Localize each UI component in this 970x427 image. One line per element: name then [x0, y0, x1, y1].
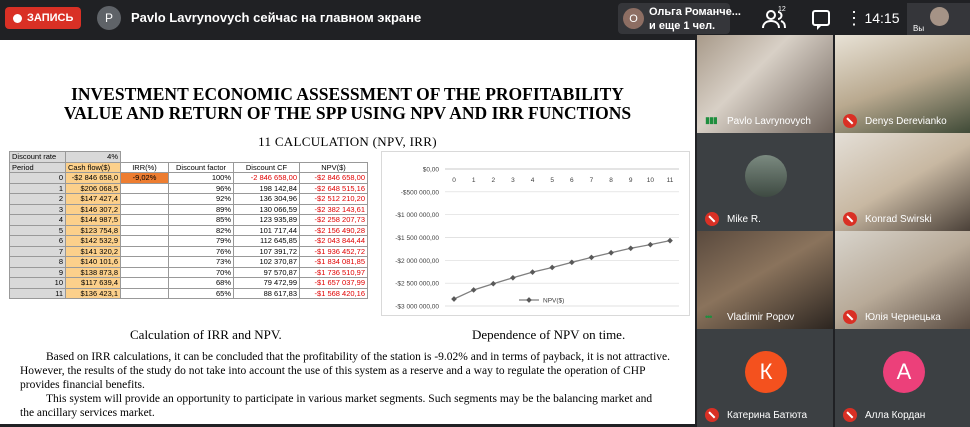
participant-name: Denys Derevianko — [865, 116, 947, 127]
irr-cell — [121, 183, 169, 194]
cashflow-cell: $147 427,4 — [66, 194, 121, 205]
period-cell: 7 — [10, 246, 66, 257]
discount-factor-cell: 70% — [169, 267, 234, 278]
npv-irr-table — [9, 151, 368, 299]
participant-name: Pavlo Lavrynovych — [727, 116, 811, 127]
period-cell: 8 — [10, 257, 66, 268]
cashflow-cell: $206 068,5 — [66, 183, 121, 194]
discount-cf-cell: 101 717,44 — [234, 225, 300, 236]
discount-factor-cell: 82% — [169, 225, 234, 236]
participant-name: Konrad Swirski — [865, 214, 932, 225]
calc-heading: 11 CALCULATION (NPV, IRR) — [258, 134, 437, 149]
y-tick-label: -$1 500 000,00 — [395, 235, 439, 242]
more-options-icon[interactable]: ⋮ — [845, 8, 863, 28]
x-tick-label: 10 — [646, 177, 654, 184]
table-row — [10, 288, 368, 299]
period-cell: 9 — [10, 267, 66, 278]
period-cell: 2 — [10, 194, 66, 205]
conclusion-paragraph: Based on IRR calculations, it can be concluded that the profitability of the station is -9.02% and in terms of payback, it is not attractive. However, the results of the study do not take into account the use of this system as a reserve and a way to regulate the operation of CHP provides financial benefits. — [20, 351, 671, 391]
x-tick-label: 6 — [570, 177, 574, 184]
npv-cell: -$1 568 420,16 — [300, 288, 368, 299]
x-tick-label: 8 — [609, 177, 613, 184]
npv-point — [549, 265, 555, 271]
x-tick-label: 3 — [511, 177, 515, 184]
participant-avatar: К — [745, 351, 787, 393]
table-row — [10, 236, 368, 247]
discount-cf-cell: 130 066,59 — [234, 204, 300, 215]
record-label: ЗАПИСЬ — [27, 12, 74, 24]
participant-tile[interactable] — [697, 329, 833, 427]
other-presenter-avatar: О — [623, 8, 644, 29]
cashflow-cell: $141 320,2 — [66, 246, 121, 257]
self-label: Вы — [913, 24, 925, 33]
cashflow-cell: $117 639,4 — [66, 278, 121, 289]
period-cell: 10 — [10, 278, 66, 289]
presenter-avatar: P — [97, 6, 121, 30]
y-tick-label: $0,00 — [422, 166, 439, 174]
cashflow-cell: $136 423,1 — [66, 288, 121, 299]
irr-cell — [121, 204, 169, 215]
discount-factor-cell: 79% — [169, 236, 234, 247]
participant-name: Mike R. — [727, 214, 761, 225]
discount-factor-header: Discount factor — [169, 162, 234, 173]
table-row — [10, 194, 368, 205]
npv-point — [510, 275, 516, 281]
npv-point — [648, 242, 654, 248]
participant-tile[interactable] — [835, 329, 970, 427]
participant-avatar — [745, 155, 787, 197]
participant-tile[interactable] — [835, 231, 970, 329]
shared-screen — [0, 40, 695, 424]
market-paragraph: This system will provide an opportunity to participate in various market segments. Such segments may be the balancing market and — [46, 393, 653, 405]
cashflow-cell: $138 873,8 — [66, 267, 121, 278]
period-cell: 5 — [10, 225, 66, 236]
x-tick-label: 2 — [491, 177, 496, 184]
self-view-tile[interactable] — [907, 3, 970, 36]
chat-icon[interactable] — [812, 10, 830, 26]
participant-tile[interactable] — [835, 133, 970, 231]
npv-point — [628, 245, 634, 251]
other-presenter-more: и еще 1 чел. — [649, 20, 716, 32]
mic-off-icon — [843, 310, 857, 324]
participant-tile[interactable] — [697, 35, 833, 133]
table-row — [10, 215, 368, 226]
table-row — [10, 225, 368, 236]
cashflow-cell: $123 754,8 — [66, 225, 121, 236]
participant-tile[interactable] — [697, 133, 833, 231]
y-tick-label: -$1 000 000,00 — [395, 212, 439, 220]
period-cell: 3 — [10, 204, 66, 215]
discount-factor-cell: 85% — [169, 215, 234, 226]
discount-factor-cell: 100% — [169, 173, 234, 184]
y-tick-label: -$3 000 000,00 — [395, 303, 439, 311]
cashflow-cell: $144 987,5 — [66, 215, 121, 226]
period-cell: 11 — [10, 288, 66, 299]
npv-point — [589, 255, 595, 261]
other-presenter-name: Ольга Романче... — [649, 6, 741, 18]
npv-cell: -$1 657 037,99 — [300, 278, 368, 289]
discount-cf-cell: 97 570,87 — [234, 267, 300, 278]
npv-cell: -$2 512 210,20 — [300, 194, 368, 205]
table-caption: Calculation of IRR and NPV. — [130, 327, 282, 342]
npv-header: NPV($) — [300, 162, 368, 173]
npv-point — [490, 281, 496, 287]
npv-cell: -$2 846 658,00 — [300, 173, 368, 184]
npv-point — [608, 250, 614, 256]
npv-chart — [381, 151, 690, 316]
participant-name: Алла Кордан — [865, 410, 926, 421]
participant-tile[interactable] — [697, 231, 833, 329]
period-cell: 6 — [10, 236, 66, 247]
cashflow-cell: $142 532,9 — [66, 236, 121, 247]
npv-cell: -$2 382 143,61 — [300, 204, 368, 215]
discount-rate-label: Discount rate — [10, 152, 66, 163]
x-tick-label: 0 — [452, 177, 456, 184]
discount-cf-cell: 107 391,72 — [234, 246, 300, 257]
npv-cell: -$2 156 490,28 — [300, 225, 368, 236]
participants-count: 12 — [778, 6, 786, 13]
discount-cf-cell: 102 370,87 — [234, 257, 300, 268]
discount-cf-cell: 123 935,89 — [234, 215, 300, 226]
npv-cell: -$1 936 452,72 — [300, 246, 368, 257]
participant-name: Юлія Чернецька — [865, 312, 941, 323]
clock: 14:15 — [864, 10, 900, 26]
participant-avatar: А — [883, 351, 925, 393]
table-row — [10, 173, 368, 184]
x-tick-label: 1 — [471, 177, 476, 184]
participant-tile[interactable] — [835, 35, 970, 133]
y-tick-label: -$500 000,00 — [400, 189, 439, 197]
mic-off-icon — [843, 212, 857, 226]
cashflow-cell: -$2 846 658,0 — [66, 173, 121, 184]
record-button[interactable] — [5, 7, 81, 29]
irr-cell — [121, 225, 169, 236]
participant-name: Vladimir Popov — [727, 312, 795, 323]
speaking-indicator-icon: ••• — [705, 312, 712, 322]
x-tick-label: 9 — [628, 177, 633, 184]
irr-cell — [121, 288, 169, 299]
cashflow-header: Cash flow($) — [66, 162, 121, 173]
slide-title-line2: VALUE AND RETURN OF THE SPP USING NPV AND IRR FUNCTIONS — [63, 103, 632, 123]
table-row — [10, 267, 368, 278]
irr-cell — [121, 194, 169, 205]
x-tick-label: 4 — [530, 177, 535, 184]
npv-cell: -$2 648 515,16 — [300, 183, 368, 194]
npv-cell: -$1 834 081,85 — [300, 257, 368, 268]
npv-point — [667, 238, 673, 244]
cashflow-cell: $140 101,6 — [66, 257, 121, 268]
npv-cell: -$2 258 207,73 — [300, 215, 368, 226]
y-tick-label: -$2 500 000,00 — [395, 280, 439, 288]
irr-cell — [121, 278, 169, 289]
chart-caption: Dependence of NPV on time. — [472, 327, 626, 342]
table-row — [10, 183, 368, 194]
mic-off-icon — [843, 408, 857, 422]
irr-cell — [121, 246, 169, 257]
mic-off-icon — [843, 114, 857, 128]
cashflow-cell: $146 307,2 — [66, 204, 121, 215]
meeting-topbar — [0, 0, 970, 40]
irr-cell — [121, 257, 169, 268]
irr-header: IRR(%) — [121, 162, 169, 173]
discount-rate-value: 4% — [66, 152, 121, 163]
record-dot-icon — [13, 14, 22, 23]
npv-cell: -$1 736 510,97 — [300, 267, 368, 278]
npv-point — [451, 296, 457, 302]
participant-name: Катерина Батюта — [727, 410, 807, 421]
other-presenter-chip[interactable] — [618, 3, 741, 34]
discount-factor-cell: 96% — [169, 183, 234, 194]
presenter-title: Pavlo Lavrynovych сейчас на главном экране — [131, 10, 422, 25]
table-row — [10, 204, 368, 215]
period-cell: 1 — [10, 183, 66, 194]
table-row — [10, 278, 368, 289]
npv-cell: -$2 043 844,44 — [300, 236, 368, 247]
y-tick-label: -$2 000 000,00 — [395, 257, 439, 265]
self-avatar — [930, 7, 949, 26]
x-tick-label: 7 — [589, 177, 594, 184]
discount-cf-cell: 88 617,83 — [234, 288, 300, 299]
legend-label: NPV($) — [543, 297, 565, 305]
market-paragraph-end: the ancillary services market. — [20, 407, 155, 419]
period-cell: 0 — [10, 173, 66, 184]
x-tick-label: 5 — [550, 177, 554, 184]
mic-off-icon — [705, 408, 719, 422]
discount-factor-cell: 68% — [169, 278, 234, 289]
irr-cell — [121, 267, 169, 278]
speaking-indicator-icon: ▮▮▮ — [705, 115, 717, 125]
slide-title — [0, 85, 695, 123]
table-row — [10, 246, 368, 257]
legend-marker — [526, 297, 532, 303]
discount-factor-cell: 65% — [169, 288, 234, 299]
discount-factor-cell: 76% — [169, 246, 234, 257]
slide-title-line1: INVESTMENT ECONOMIC ASSESSMENT OF THE PROFITABILITY — [71, 84, 624, 104]
discount-cf-header: Discount CF — [234, 162, 300, 173]
period-header: Period — [10, 162, 66, 173]
period-cell: 4 — [10, 215, 66, 226]
mic-off-icon — [705, 212, 719, 226]
discount-factor-cell: 89% — [169, 204, 234, 215]
discount-factor-cell: 92% — [169, 194, 234, 205]
discount-cf-cell: 112 645,85 — [234, 236, 300, 247]
npv-point — [471, 287, 477, 293]
table-row — [10, 257, 368, 268]
discount-factor-cell: 73% — [169, 257, 234, 268]
discount-cf-cell: 136 304,96 — [234, 194, 300, 205]
discount-cf-cell: 198 142,84 — [234, 183, 300, 194]
npv-point — [530, 269, 536, 275]
irr-cell — [121, 236, 169, 247]
discount-cf-cell: 79 472,99 — [234, 278, 300, 289]
x-tick-label: 11 — [666, 177, 674, 184]
irr-cell — [121, 215, 169, 226]
npv-series-line — [454, 241, 670, 299]
discount-cf-cell: -2 846 658,00 — [234, 173, 300, 184]
irr-cell: -9,02% — [121, 173, 169, 184]
